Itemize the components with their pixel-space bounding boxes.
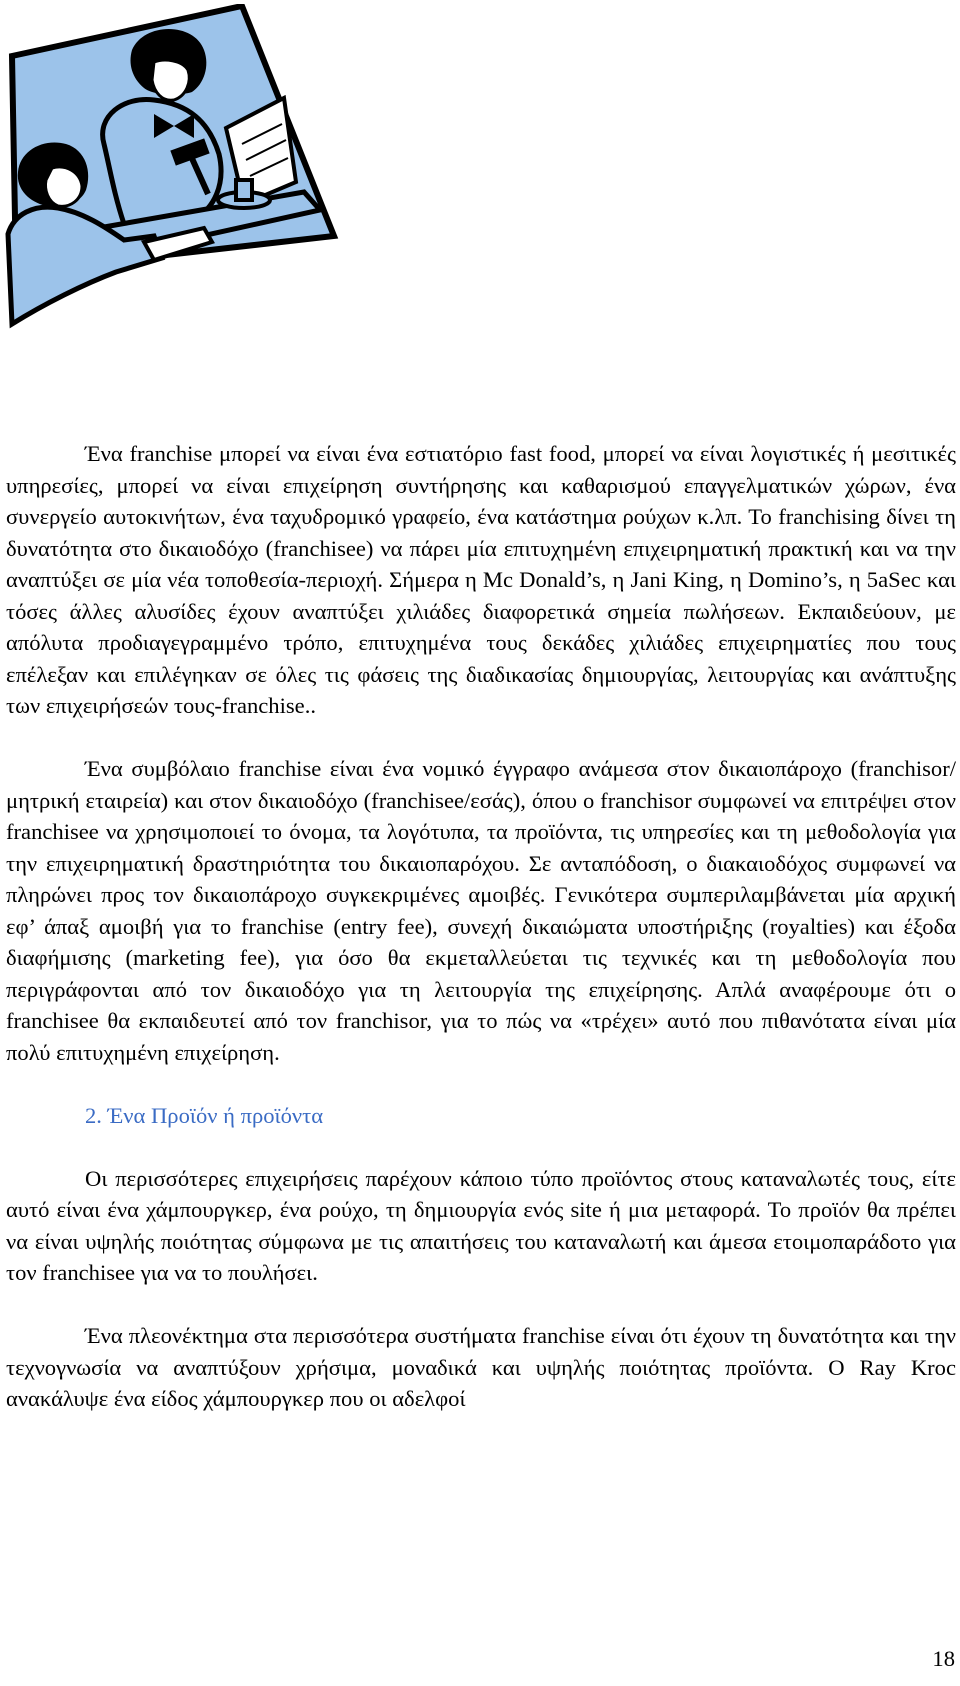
- paragraph-products: Οι περισσότερες επιχειρήσεις παρέχουν κάποιο τύπο προϊόντος στους καταναλωτές τους, είτε αυτό είναι ένα χάμπουργκερ, ένα ρούχο, τη δημιουργία ενός site ή μια μεταφορά. Το προϊόν θα πρέπει να είναι υψηλής ποιότητας σύμφωνα με τις απαιτήσεις του καταναλωτή και άμεσα ετοιμοπαράδοτο για τον franchisee για να το πουλήσει.: [6, 1165, 956, 1285]
- franchise-handshake-icon: [4, 4, 340, 340]
- page-number: 18: [932, 1646, 955, 1671]
- paragraph-franchise-types: Ένα franchise μπορεί να είναι ένα εστιατόριο fast food, μπορεί να είναι λογιστικές ή μεσιτικές υπηρεσίες, μπορεί να είναι επιχείρηση συντήρησης και καθαρισμού επαγγελματικών χώρων, ένα συνεργείο αυτοκινήτων, ένα ταχυδρομικό γραφείο, ένα κατάστημα ρούχων κ.λπ. Το franchising δίνει τη δυνατότητα στο δικαιοδόχο (franchisee) να πάρει μία επιτυχημένη επιχειρηματική πρακτική και να την αναπτύξει σε μία νέα τοποθεσία-περιοχή. Σήμερα η Mc Donald’s, η Jani King, η Domino’s, η 5aSec και τόσες άλλες αλυσίδες έχουν αναπτύξει χιλιάδες διαφορετικά σημεία πωλήσεων. Εκπαιδεύουν, με απόλυτα προδιαγεγραμμένο τρόπο, επιτυχημένα τους δεκάδες χιλιάδες επιχειρηματίες που τους επέλεξαν και επιλέγηκαν σε όλες τις φάσεις της διαδικασίας δημιουργίας, λειτουργίας και ανάπτυξης των επιχειρήσεών τους-franchise..: [6, 441, 956, 718]
- paragraph-advantage: Ένα πλεονέκτημα στα περισσότερα συστήματα franchise είναι ότι έχουν τη δυνατότητα και την τεχνογνωσία να αναπτύξουν χρήσιμα, μοναδικά και υψηλής ποιότητας προϊόντα. Ο Ray Kroc ανακάλυψε ένα είδος χάμπουργκερ που οι αδελφοί: [6, 1323, 956, 1411]
- franchise-clipart-illustration: [4, 4, 340, 340]
- document-body: [6, 438, 956, 1446]
- paragraph-franchise-contract: Ένα συμβόλαιο franchise είναι ένα νομικό έγγραφο ανάμεσα στον δικαιοπάροχο (franchisor/μητρική εταιρεία) και στον δικαιοδόχο (franchisee/εσάς), όπου ο franchisor συμφωνεί να επιτρέψει στον franchisee να χρησιμοποιεί το όνομα, τα λογότυπα, τα προϊόντα, τις υπηρεσίες και τη μεθοδολογία για την επιχειρηματική δραστηριότητα του δικαιοπαρόχου. Σε ανταπόδοση, ο διακαιοδόχος συμφωνεί να πληρώνει προς τον δικαιοπάροχο συγκεκριμένες αμοιβές. Γενικότερα συμπεριλαμβάνεται μία αρχική εφ’ άπαξ αμοιβή για το franchise (entry fee), συνεχή δικαιώματα υποστήριξης (royalties) και έξοδα διαφήμισης (marketing fee), για όσο θα εκμεταλλεύεται τις τεχνικές και τη μεθοδολογία που περιγράφονται από τον δικαιοδόχο για τη λειτουργία της επιχείρησης. Απλά αναφέρουμε ότι ο franchisee θα εκπαιδευτεί από τον franchisor, για το πώς να «τρέχει» αυτό που πιθανότατα είναι μία πολύ επιτυχημένη επιχείρηση.: [6, 756, 956, 1065]
- section-heading: 2. Ένα Προϊόν ή προϊόντα: [85, 1102, 324, 1128]
